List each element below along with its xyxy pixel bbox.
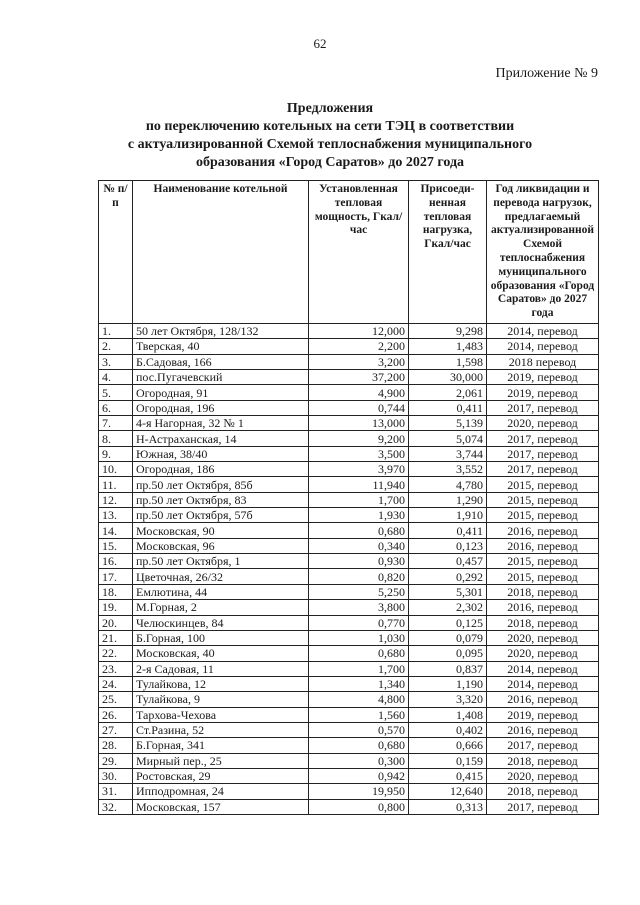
cell-num: 28. bbox=[99, 738, 133, 753]
cell-load: 0,125 bbox=[409, 615, 487, 630]
cell-year: 2014, перевод bbox=[487, 676, 599, 691]
title-line: образования «Город Саратов» до 2027 года bbox=[195, 155, 465, 170]
cell-num: 22. bbox=[99, 646, 133, 661]
cell-load: 1,483 bbox=[409, 339, 487, 354]
cell-num: 4. bbox=[99, 370, 133, 385]
cell-capacity: 5,250 bbox=[309, 584, 409, 599]
table-row bbox=[99, 416, 599, 431]
cell-name: Цветочная, 26/32 bbox=[133, 569, 309, 584]
title-line: Предложения bbox=[286, 101, 374, 116]
cell-capacity: 1,930 bbox=[309, 508, 409, 523]
cell-load: 0,095 bbox=[409, 646, 487, 661]
cell-load: 30,000 bbox=[409, 370, 487, 385]
cell-year: 2020, перевод bbox=[487, 630, 599, 645]
cell-name: Тверская, 40 bbox=[133, 339, 309, 354]
cell-name: Огородная, 91 bbox=[133, 385, 309, 400]
cell-name: Ст.Разина, 52 bbox=[133, 722, 309, 737]
cell-num: 2. bbox=[99, 339, 133, 354]
cell-load: 0,402 bbox=[409, 722, 487, 737]
cell-capacity: 0,930 bbox=[309, 554, 409, 569]
cell-name: Мирный пер., 25 bbox=[133, 753, 309, 768]
cell-name: Московская, 96 bbox=[133, 538, 309, 553]
cell-load: 1,910 bbox=[409, 508, 487, 523]
cell-year: 2015, перевод bbox=[487, 477, 599, 492]
table-row bbox=[99, 492, 599, 507]
cell-year: 2019, перевод bbox=[487, 707, 599, 722]
table-row bbox=[99, 676, 599, 691]
cell-num: 31. bbox=[99, 784, 133, 799]
table-row bbox=[99, 799, 599, 814]
table-row bbox=[99, 370, 599, 385]
cell-load: 0,457 bbox=[409, 554, 487, 569]
cell-name: Южная, 38/40 bbox=[133, 446, 309, 461]
cell-num: 15. bbox=[99, 538, 133, 553]
cell-year: 2020, перевод bbox=[487, 416, 599, 431]
table-row bbox=[99, 584, 599, 599]
cell-year: 2016, перевод bbox=[487, 523, 599, 538]
cell-year: 2018, перевод bbox=[487, 784, 599, 799]
cell-year: 2017, перевод bbox=[487, 738, 599, 753]
table-row bbox=[99, 385, 599, 400]
cell-name: пр.50 лет Октября, 1 bbox=[133, 554, 309, 569]
cell-name: 2-я Садовая, 11 bbox=[133, 661, 309, 676]
cell-year: 2020, перевод bbox=[487, 768, 599, 783]
cell-capacity: 0,680 bbox=[309, 646, 409, 661]
appendix-label: Приложение № 9 bbox=[495, 66, 598, 81]
cell-capacity: 0,770 bbox=[309, 615, 409, 630]
cell-num: 16. bbox=[99, 554, 133, 569]
cell-num: 1. bbox=[99, 323, 133, 338]
cell-capacity: 4,800 bbox=[309, 692, 409, 707]
cell-capacity: 1,700 bbox=[309, 661, 409, 676]
cell-year: 2016, перевод bbox=[487, 722, 599, 737]
table-row bbox=[99, 477, 599, 492]
cell-year: 2020, перевод bbox=[487, 646, 599, 661]
table-row bbox=[99, 354, 599, 369]
table-row bbox=[99, 768, 599, 783]
cell-load: 0,411 bbox=[409, 523, 487, 538]
cell-num: 6. bbox=[99, 400, 133, 415]
cell-name: Ростовская, 29 bbox=[133, 768, 309, 783]
cell-name: Б.Садовая, 166 bbox=[133, 354, 309, 369]
cell-num: 7. bbox=[99, 416, 133, 431]
cell-load: 0,666 bbox=[409, 738, 487, 753]
cell-load: 0,313 bbox=[409, 799, 487, 814]
cell-year: 2017, перевод bbox=[487, 462, 599, 477]
table-row bbox=[99, 523, 599, 538]
table-row bbox=[99, 722, 599, 737]
table-row bbox=[99, 646, 599, 661]
cell-load: 2,302 bbox=[409, 600, 487, 615]
header-num: № п/п bbox=[99, 181, 133, 324]
cell-load: 1,190 bbox=[409, 676, 487, 691]
cell-num: 26. bbox=[99, 707, 133, 722]
cell-load: 0,292 bbox=[409, 569, 487, 584]
cell-year: 2014, перевод bbox=[487, 339, 599, 354]
table-row bbox=[99, 707, 599, 722]
page-number: 62 bbox=[313, 36, 327, 51]
cell-name: Тулайкова, 9 bbox=[133, 692, 309, 707]
table-row bbox=[99, 600, 599, 615]
cell-capacity: 0,680 bbox=[309, 523, 409, 538]
header-year: Год ликвидации и перевода нагрузок, предлагаемый актуализированной Схемой теплоснабжения муниципального образования «Город Саратов» до 2027 года bbox=[487, 181, 599, 324]
table-row bbox=[99, 630, 599, 645]
cell-num: 23. bbox=[99, 661, 133, 676]
cell-capacity: 0,800 bbox=[309, 799, 409, 814]
cell-num: 30. bbox=[99, 768, 133, 783]
cell-num: 14. bbox=[99, 523, 133, 538]
cell-num: 20. bbox=[99, 615, 133, 630]
cell-capacity: 0,340 bbox=[309, 538, 409, 553]
cell-capacity: 2,200 bbox=[309, 339, 409, 354]
cell-load: 0,123 bbox=[409, 538, 487, 553]
cell-load: 1,290 bbox=[409, 492, 487, 507]
cell-name: Ипподромная, 24 bbox=[133, 784, 309, 799]
cell-load: 12,640 bbox=[409, 784, 487, 799]
cell-capacity: 3,800 bbox=[309, 600, 409, 615]
cell-capacity: 3,970 bbox=[309, 462, 409, 477]
cell-num: 12. bbox=[99, 492, 133, 507]
cell-capacity: 0,300 bbox=[309, 753, 409, 768]
cell-load: 3,320 bbox=[409, 692, 487, 707]
cell-load: 5,074 bbox=[409, 431, 487, 446]
table-row bbox=[99, 538, 599, 553]
cell-capacity: 4,900 bbox=[309, 385, 409, 400]
cell-name: Челюскинцев, 84 bbox=[133, 615, 309, 630]
cell-name: пос.Пугачевский bbox=[133, 370, 309, 385]
cell-name: Емлютина, 44 bbox=[133, 584, 309, 599]
cell-year: 2018, перевод bbox=[487, 584, 599, 599]
table-row bbox=[99, 554, 599, 569]
cell-name: Тулайкова, 12 bbox=[133, 676, 309, 691]
cell-capacity: 3,500 bbox=[309, 446, 409, 461]
cell-capacity: 11,940 bbox=[309, 477, 409, 492]
cell-num: 29. bbox=[99, 753, 133, 768]
cell-name: Б.Горная, 341 bbox=[133, 738, 309, 753]
cell-load: 1,408 bbox=[409, 707, 487, 722]
cell-year: 2018, перевод bbox=[487, 615, 599, 630]
cell-load: 1,598 bbox=[409, 354, 487, 369]
boiler-table bbox=[98, 180, 599, 815]
table-row bbox=[99, 508, 599, 523]
title-line: с актуализированной Схемой теплоснабжения муниципального bbox=[127, 137, 533, 152]
cell-load: 3,552 bbox=[409, 462, 487, 477]
table-row bbox=[99, 753, 599, 768]
table-row bbox=[99, 692, 599, 707]
cell-name: Н-Астраханская, 14 bbox=[133, 431, 309, 446]
cell-name: пр.50 лет Октября, 57б bbox=[133, 508, 309, 523]
cell-load: 0,837 bbox=[409, 661, 487, 676]
cell-capacity: 9,200 bbox=[309, 431, 409, 446]
table-row bbox=[99, 661, 599, 676]
table-row bbox=[99, 431, 599, 446]
table-row bbox=[99, 339, 599, 354]
cell-capacity: 13,000 bbox=[309, 416, 409, 431]
cell-num: 5. bbox=[99, 385, 133, 400]
cell-capacity: 1,700 bbox=[309, 492, 409, 507]
table-header-row bbox=[99, 181, 599, 324]
cell-load: 9,298 bbox=[409, 323, 487, 338]
header-name: Наименование котельной bbox=[133, 181, 309, 324]
cell-name: 50 лет Октября, 128/132 bbox=[133, 323, 309, 338]
header-capacity: Установленная тепловая мощность, Гкал/час bbox=[309, 181, 409, 324]
cell-num: 19. bbox=[99, 600, 133, 615]
cell-name: Тархова-Чехова bbox=[133, 707, 309, 722]
cell-year: 2014, перевод bbox=[487, 323, 599, 338]
cell-load: 0,411 bbox=[409, 400, 487, 415]
table-row bbox=[99, 446, 599, 461]
cell-name: Огородная, 196 bbox=[133, 400, 309, 415]
cell-capacity: 0,570 bbox=[309, 722, 409, 737]
cell-num: 27. bbox=[99, 722, 133, 737]
cell-num: 3. bbox=[99, 354, 133, 369]
cell-load: 0,079 bbox=[409, 630, 487, 645]
cell-load: 5,301 bbox=[409, 584, 487, 599]
cell-load: 3,744 bbox=[409, 446, 487, 461]
table-row bbox=[99, 400, 599, 415]
cell-name: Московская, 90 bbox=[133, 523, 309, 538]
cell-capacity: 0,744 bbox=[309, 400, 409, 415]
cell-capacity: 12,000 bbox=[309, 323, 409, 338]
table-row bbox=[99, 569, 599, 584]
cell-year: 2018 перевод bbox=[487, 354, 599, 369]
cell-year: 2015, перевод bbox=[487, 554, 599, 569]
cell-num: 11. bbox=[99, 477, 133, 492]
cell-name: Московская, 40 bbox=[133, 646, 309, 661]
cell-year: 2015, перевод bbox=[487, 508, 599, 523]
cell-capacity: 0,820 bbox=[309, 569, 409, 584]
title-line: по переключению котельных на сети ТЭЦ в соответствии bbox=[145, 119, 515, 134]
cell-num: 8. bbox=[99, 431, 133, 446]
table-row bbox=[99, 615, 599, 630]
cell-num: 9. bbox=[99, 446, 133, 461]
table-row bbox=[99, 462, 599, 477]
cell-year: 2018, перевод bbox=[487, 753, 599, 768]
table-row bbox=[99, 738, 599, 753]
cell-year: 2019, перевод bbox=[487, 370, 599, 385]
document-title bbox=[60, 100, 600, 172]
cell-name: М.Горная, 2 bbox=[133, 600, 309, 615]
cell-year: 2014, перевод bbox=[487, 661, 599, 676]
cell-num: 18. bbox=[99, 584, 133, 599]
cell-load: 4,780 bbox=[409, 477, 487, 492]
cell-capacity: 3,200 bbox=[309, 354, 409, 369]
cell-load: 2,061 bbox=[409, 385, 487, 400]
cell-year: 2017, перевод bbox=[487, 400, 599, 415]
cell-capacity: 19,950 bbox=[309, 784, 409, 799]
cell-capacity: 1,560 bbox=[309, 707, 409, 722]
cell-year: 2017, перевод bbox=[487, 799, 599, 814]
cell-year: 2016, перевод bbox=[487, 600, 599, 615]
cell-num: 32. bbox=[99, 799, 133, 814]
cell-name: пр.50 лет Октября, 85б bbox=[133, 477, 309, 492]
cell-year: 2016, перевод bbox=[487, 538, 599, 553]
cell-num: 25. bbox=[99, 692, 133, 707]
cell-year: 2015, перевод bbox=[487, 492, 599, 507]
cell-num: 24. bbox=[99, 676, 133, 691]
cell-name: 4-я Нагорная, 32 № 1 bbox=[133, 416, 309, 431]
cell-year: 2017, перевод bbox=[487, 446, 599, 461]
table-body bbox=[99, 323, 599, 814]
header-load: Присоеди-ненная тепловая нагрузка, Гкал/час bbox=[409, 181, 487, 324]
cell-load: 0,415 bbox=[409, 768, 487, 783]
cell-capacity: 0,942 bbox=[309, 768, 409, 783]
table-row bbox=[99, 323, 599, 338]
cell-num: 21. bbox=[99, 630, 133, 645]
cell-capacity: 1,340 bbox=[309, 676, 409, 691]
cell-year: 2016, перевод bbox=[487, 692, 599, 707]
cell-name: Огородная, 186 bbox=[133, 462, 309, 477]
cell-num: 13. bbox=[99, 508, 133, 523]
cell-capacity: 1,030 bbox=[309, 630, 409, 645]
cell-load: 5,139 bbox=[409, 416, 487, 431]
cell-capacity: 37,200 bbox=[309, 370, 409, 385]
cell-year: 2015, перевод bbox=[487, 569, 599, 584]
cell-load: 0,159 bbox=[409, 753, 487, 768]
table-row bbox=[99, 784, 599, 799]
cell-num: 10. bbox=[99, 462, 133, 477]
cell-num: 17. bbox=[99, 569, 133, 584]
cell-year: 2019, перевод bbox=[487, 385, 599, 400]
cell-name: Б.Горная, 100 bbox=[133, 630, 309, 645]
cell-name: Московская, 157 bbox=[133, 799, 309, 814]
cell-capacity: 0,680 bbox=[309, 738, 409, 753]
cell-name: пр.50 лет Октября, 83 bbox=[133, 492, 309, 507]
cell-year: 2017, перевод bbox=[487, 431, 599, 446]
